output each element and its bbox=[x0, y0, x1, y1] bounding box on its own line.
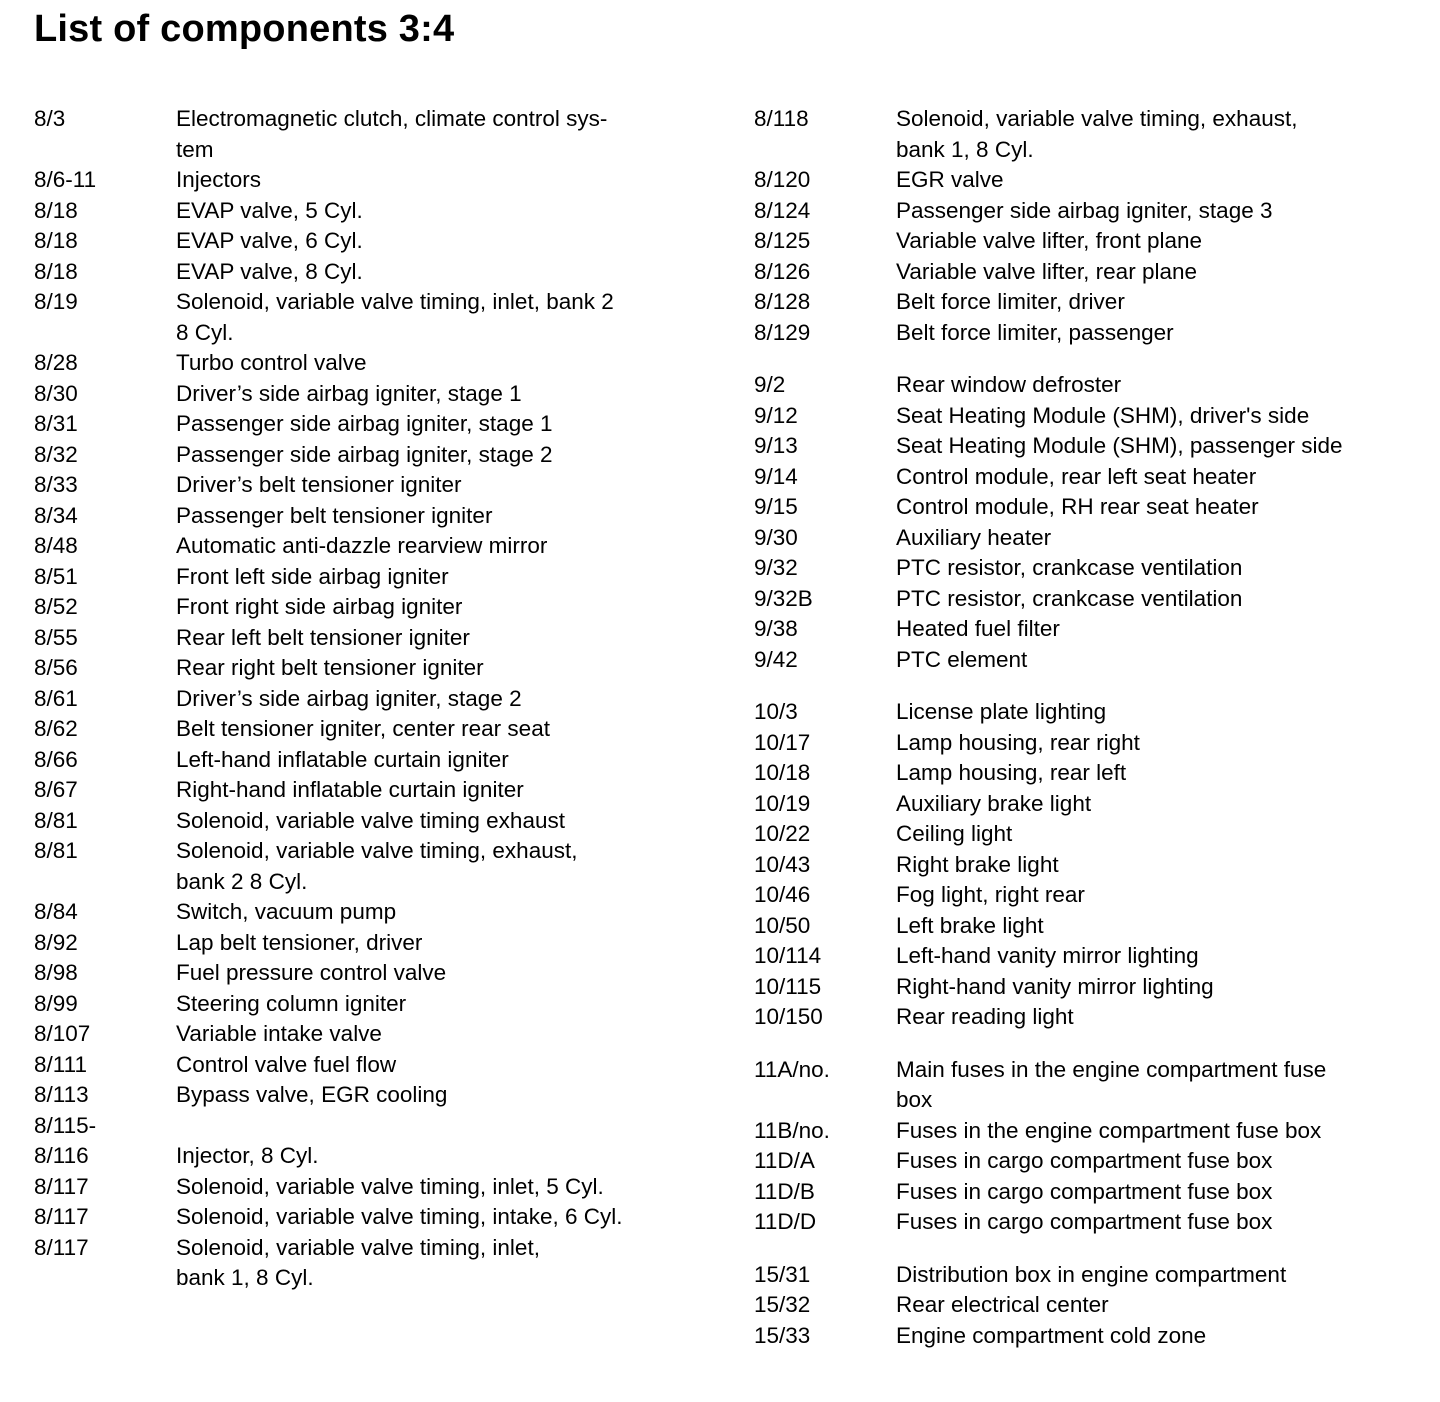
description-line: EVAP valve, 5 Cyl. bbox=[176, 197, 363, 223]
component-code: 8/30 bbox=[34, 380, 78, 406]
component-description bbox=[176, 287, 694, 348]
component-code: 8/33 bbox=[34, 472, 78, 497]
description-line: EVAP valve, 8 Cyl. bbox=[176, 258, 363, 284]
component-row bbox=[754, 1290, 1424, 1321]
description-line: Rear reading light bbox=[896, 1004, 1074, 1029]
component-description bbox=[176, 653, 694, 684]
component-code: 8/48 bbox=[34, 533, 78, 558]
component-code: 10/115 bbox=[754, 973, 822, 999]
description-line: Auxiliary brake light bbox=[896, 790, 1092, 816]
component-row bbox=[34, 745, 694, 776]
component-code: 8/18 bbox=[34, 258, 78, 284]
component-row bbox=[34, 775, 694, 806]
component-description bbox=[176, 1141, 694, 1172]
description-line: Driver’s side airbag igniter, stage 1 bbox=[176, 380, 522, 406]
component-description bbox=[176, 165, 694, 196]
component-code: 8/116 bbox=[34, 1143, 89, 1168]
component-description bbox=[896, 196, 1424, 227]
component-row bbox=[34, 165, 694, 196]
component-row bbox=[754, 226, 1424, 257]
component-description bbox=[176, 775, 694, 806]
component-code: 8/81 bbox=[34, 807, 78, 833]
description-line: Solenoid, variable valve timing, inlet, bank 2 bbox=[176, 289, 614, 314]
component-row bbox=[34, 989, 694, 1020]
description-line: Distribution box in engine compartment bbox=[896, 1261, 1287, 1287]
description-line: Rear left belt tensioner igniter bbox=[176, 624, 470, 650]
component-description bbox=[896, 941, 1424, 972]
component-description bbox=[896, 1055, 1424, 1116]
component-row bbox=[34, 714, 694, 745]
component-description bbox=[896, 645, 1424, 676]
component-code: 8/66 bbox=[34, 746, 78, 772]
component-code: 15/31 bbox=[754, 1261, 811, 1287]
component-description bbox=[896, 1002, 1424, 1033]
component-row bbox=[754, 614, 1424, 645]
component-description bbox=[896, 165, 1424, 196]
component-description bbox=[176, 958, 694, 989]
component-code: 9/32B bbox=[754, 585, 813, 611]
component-row bbox=[34, 1141, 694, 1172]
component-description bbox=[896, 789, 1424, 820]
component-row bbox=[34, 1080, 694, 1111]
component-code: 15/33 bbox=[754, 1322, 811, 1348]
component-description bbox=[896, 880, 1424, 911]
component-description bbox=[176, 257, 694, 288]
component-row bbox=[754, 728, 1424, 759]
component-row bbox=[754, 697, 1424, 728]
description-line: Lamp housing, rear left bbox=[896, 760, 1127, 785]
component-description bbox=[896, 614, 1424, 645]
component-row bbox=[34, 836, 694, 897]
component-code: 10/3 bbox=[754, 699, 798, 724]
component-description bbox=[176, 714, 694, 745]
description-line: Front left side airbag igniter bbox=[176, 563, 449, 589]
description-line: Belt force limiter, driver bbox=[896, 289, 1125, 314]
component-description bbox=[896, 1260, 1424, 1291]
component-description bbox=[176, 1111, 694, 1142]
component-code: 11D/D bbox=[754, 1209, 817, 1234]
description-line: Control module, RH rear seat heater bbox=[896, 494, 1259, 519]
component-code: 8/84 bbox=[34, 899, 78, 924]
component-code: 8/128 bbox=[754, 289, 811, 314]
description-line: PTC resistor, crankcase ventilation bbox=[896, 555, 1243, 580]
description-line: PTC resistor, crankcase ventilation bbox=[896, 585, 1243, 611]
description-line: Belt tensioner igniter, center rear seat bbox=[176, 716, 550, 741]
component-code: 11A/no. bbox=[754, 1056, 830, 1082]
description-line: Solenoid, variable valve timing, exhaust, bbox=[176, 838, 578, 863]
component-description bbox=[176, 562, 694, 593]
component-row bbox=[754, 318, 1424, 349]
component-row bbox=[754, 1055, 1424, 1116]
component-code: 8/117 bbox=[34, 1173, 89, 1199]
component-description bbox=[176, 348, 694, 379]
component-description bbox=[896, 318, 1424, 349]
component-row bbox=[34, 623, 694, 654]
component-list-left bbox=[34, 104, 694, 1294]
component-row bbox=[754, 1260, 1424, 1291]
component-code: 8/120 bbox=[754, 167, 811, 192]
component-row bbox=[754, 645, 1424, 676]
component-row bbox=[754, 553, 1424, 584]
description-line: Injectors bbox=[176, 167, 262, 192]
description-line: Ceiling light bbox=[896, 821, 1013, 846]
component-row bbox=[34, 684, 694, 715]
description-line: Electromagnetic clutch, climate control sys- bbox=[176, 106, 608, 131]
component-description bbox=[176, 501, 694, 532]
component-row bbox=[754, 370, 1424, 401]
component-row bbox=[754, 1321, 1424, 1352]
component-code: 11D/B bbox=[754, 1178, 815, 1204]
component-row bbox=[754, 1002, 1424, 1033]
component-description bbox=[176, 1233, 694, 1294]
component-row bbox=[754, 1207, 1424, 1238]
component-description bbox=[896, 584, 1424, 615]
description-line: 8 Cyl. bbox=[176, 319, 234, 345]
component-row bbox=[34, 257, 694, 288]
page-title: List of components 3:4 bbox=[34, 8, 455, 50]
component-code: 8/98 bbox=[34, 960, 78, 985]
component-row bbox=[34, 806, 694, 837]
component-description bbox=[176, 470, 694, 501]
component-code: 8/18 bbox=[34, 228, 78, 253]
component-row bbox=[754, 401, 1424, 432]
component-row bbox=[34, 1172, 694, 1203]
description-line: Main fuses in the engine compartment fuse bbox=[896, 1056, 1327, 1082]
component-code: 8/125 bbox=[754, 228, 811, 253]
component-code: 8/32 bbox=[34, 441, 78, 467]
component-row bbox=[754, 492, 1424, 523]
component-row bbox=[34, 196, 694, 227]
description-line: Right-hand inflatable curtain igniter bbox=[176, 777, 524, 802]
component-code: 8/111 bbox=[34, 1051, 87, 1077]
component-description bbox=[176, 409, 694, 440]
component-description bbox=[896, 226, 1424, 257]
component-description bbox=[896, 257, 1424, 288]
component-code: 8/99 bbox=[34, 990, 78, 1016]
description-line: Right brake light bbox=[896, 851, 1059, 877]
description-line: Lamp housing, rear right bbox=[896, 729, 1140, 755]
component-code: 10/19 bbox=[754, 790, 811, 816]
component-row bbox=[34, 897, 694, 928]
component-row bbox=[754, 196, 1424, 227]
description-line: Rear right belt tensioner igniter bbox=[176, 655, 484, 680]
component-code: 8/31 bbox=[34, 411, 78, 436]
description-line: EGR valve bbox=[896, 167, 1004, 192]
description-line: Auxiliary heater bbox=[896, 524, 1052, 550]
component-code: 8/51 bbox=[34, 563, 78, 589]
component-row bbox=[34, 928, 694, 959]
component-code: 9/15 bbox=[754, 494, 798, 519]
component-description bbox=[896, 850, 1424, 881]
description-line: Switch, vacuum pump bbox=[176, 899, 397, 924]
component-row bbox=[754, 287, 1424, 318]
component-code: 8/62 bbox=[34, 716, 78, 741]
component-description bbox=[176, 806, 694, 837]
description-line: Variable valve lifter, front plane bbox=[896, 228, 1203, 253]
component-description bbox=[176, 1050, 694, 1081]
component-description bbox=[176, 226, 694, 257]
description-line: Driver’s side airbag igniter, stage 2 bbox=[176, 685, 522, 711]
component-code: 8/34 bbox=[34, 502, 78, 528]
component-row bbox=[754, 1146, 1424, 1177]
component-code: 9/32 bbox=[754, 555, 798, 580]
component-description bbox=[896, 697, 1424, 728]
component-code: 15/32 bbox=[754, 1292, 811, 1317]
component-code: 9/30 bbox=[754, 524, 798, 550]
description-line: Bypass valve, EGR cooling bbox=[176, 1082, 448, 1107]
description-line: Automatic anti-dazzle rearview mirror bbox=[176, 533, 548, 558]
component-code: 9/14 bbox=[754, 463, 798, 489]
component-description bbox=[176, 745, 694, 776]
component-row bbox=[754, 523, 1424, 554]
description-line: Engine compartment cold zone bbox=[896, 1322, 1207, 1348]
component-description bbox=[896, 1321, 1424, 1352]
component-row bbox=[34, 531, 694, 562]
description-line: Fuses in the engine compartment fuse box bbox=[896, 1117, 1322, 1143]
component-code: 10/22 bbox=[754, 821, 811, 846]
component-description bbox=[176, 1019, 694, 1050]
description-line: Seat Heating Module (SHM), passenger side bbox=[896, 433, 1343, 458]
component-row bbox=[754, 462, 1424, 493]
component-row bbox=[34, 1111, 694, 1142]
component-row bbox=[754, 1177, 1424, 1208]
description-line: Fog light, right rear bbox=[896, 882, 1085, 907]
description-line: Variable intake valve bbox=[176, 1021, 382, 1046]
description-line: PTC element bbox=[896, 646, 1028, 672]
component-code: 11D/A bbox=[754, 1148, 815, 1173]
description-line: Solenoid, variable valve timing, exhaust, bbox=[896, 106, 1298, 131]
description-line: Driver’s belt tensioner igniter bbox=[176, 472, 462, 497]
component-description bbox=[896, 1207, 1424, 1238]
component-code: 9/12 bbox=[754, 402, 798, 428]
component-row bbox=[34, 501, 694, 532]
component-description bbox=[176, 1080, 694, 1111]
description-line: Heated fuel filter bbox=[896, 616, 1060, 641]
component-code: 8/6-11 bbox=[34, 167, 97, 192]
component-row bbox=[34, 562, 694, 593]
component-row bbox=[754, 972, 1424, 1003]
component-row bbox=[34, 104, 694, 165]
component-code: 9/42 bbox=[754, 646, 798, 672]
description-line: Seat Heating Module (SHM), driver's side bbox=[896, 402, 1310, 428]
component-row bbox=[754, 880, 1424, 911]
component-row bbox=[34, 653, 694, 684]
component-code: 8/129 bbox=[754, 319, 811, 345]
component-code: 8/118 bbox=[754, 106, 809, 131]
component-description bbox=[176, 440, 694, 471]
description-line: bank 2 8 Cyl. bbox=[176, 868, 308, 894]
component-code: 8/81 bbox=[34, 838, 78, 863]
component-row bbox=[754, 257, 1424, 288]
component-description bbox=[176, 379, 694, 410]
component-code: 8/52 bbox=[34, 594, 78, 619]
component-description bbox=[896, 1116, 1424, 1147]
component-description bbox=[176, 928, 694, 959]
component-code: 10/18 bbox=[754, 760, 811, 785]
component-row bbox=[754, 104, 1424, 165]
component-code: 8/3 bbox=[34, 106, 66, 131]
component-code: 10/150 bbox=[754, 1004, 823, 1029]
description-line: Turbo control valve bbox=[176, 350, 367, 375]
description-line: Left-hand vanity mirror lighting bbox=[896, 943, 1199, 968]
component-code: 8/107 bbox=[34, 1021, 91, 1046]
description-line: Fuses in cargo compartment fuse box bbox=[896, 1209, 1273, 1234]
description-line: Passenger side airbag igniter, stage 3 bbox=[896, 197, 1273, 223]
component-description bbox=[896, 401, 1424, 432]
component-description bbox=[176, 1172, 694, 1203]
description-line: Injector, 8 Cyl. bbox=[176, 1143, 319, 1168]
component-row bbox=[754, 911, 1424, 942]
component-code: 9/13 bbox=[754, 433, 798, 458]
component-code: 8/115- bbox=[34, 1112, 97, 1138]
description-line: Solenoid, variable valve timing, inlet, 5 Cyl. bbox=[176, 1173, 604, 1199]
component-description bbox=[896, 370, 1424, 401]
component-row bbox=[754, 165, 1424, 196]
description-line: bank 1, 8 Cyl. bbox=[176, 1265, 314, 1290]
component-description bbox=[896, 819, 1424, 850]
description-line: Control valve fuel flow bbox=[176, 1051, 397, 1077]
component-description bbox=[176, 196, 694, 227]
description-line: bank 1, 8 Cyl. bbox=[896, 136, 1034, 162]
description-line: Solenoid, variable valve timing exhaust bbox=[176, 807, 565, 833]
component-description bbox=[896, 104, 1424, 165]
component-row bbox=[754, 941, 1424, 972]
component-row bbox=[34, 1050, 694, 1081]
description-line: EVAP valve, 6 Cyl. bbox=[176, 228, 363, 253]
component-description bbox=[176, 1202, 694, 1233]
description-line: Left-hand inflatable curtain igniter bbox=[176, 746, 509, 772]
component-code: 8/113 bbox=[34, 1082, 89, 1107]
component-code: 9/38 bbox=[754, 616, 798, 641]
component-code: 9/2 bbox=[754, 372, 786, 397]
description-line: Fuses in cargo compartment fuse box bbox=[896, 1148, 1273, 1173]
component-description bbox=[896, 1290, 1424, 1321]
component-description bbox=[176, 531, 694, 562]
component-code: 8/124 bbox=[754, 197, 811, 223]
component-description bbox=[896, 287, 1424, 318]
component-code: 8/55 bbox=[34, 624, 78, 650]
component-row bbox=[34, 958, 694, 989]
component-code: 11B/no. bbox=[754, 1117, 830, 1143]
description-line: Belt force limiter, passenger bbox=[896, 319, 1174, 345]
component-description bbox=[176, 104, 694, 165]
component-code: 10/43 bbox=[754, 851, 811, 877]
description-line: Passenger side airbag igniter, stage 1 bbox=[176, 411, 553, 436]
component-row bbox=[34, 287, 694, 348]
component-code: 8/61 bbox=[34, 685, 78, 711]
component-row bbox=[754, 819, 1424, 850]
component-description bbox=[896, 492, 1424, 523]
component-row bbox=[34, 1019, 694, 1050]
description-line: Lap belt tensioner, driver bbox=[176, 929, 423, 955]
description-line: Passenger belt tensioner igniter bbox=[176, 502, 493, 528]
component-row bbox=[34, 1233, 694, 1294]
component-list-right bbox=[754, 104, 1424, 1351]
component-code: 10/46 bbox=[754, 882, 811, 907]
component-description bbox=[176, 989, 694, 1020]
component-description bbox=[896, 462, 1424, 493]
component-code: 10/17 bbox=[754, 729, 811, 755]
component-code: 8/18 bbox=[34, 197, 78, 223]
component-code: 8/117 bbox=[34, 1204, 89, 1229]
component-row bbox=[34, 348, 694, 379]
description-line: Fuses in cargo compartment fuse box bbox=[896, 1178, 1273, 1204]
component-code: 8/28 bbox=[34, 350, 78, 375]
component-description bbox=[176, 592, 694, 623]
component-row bbox=[754, 1116, 1424, 1147]
description-line: Left brake light bbox=[896, 912, 1044, 938]
component-code: 8/19 bbox=[34, 289, 78, 314]
component-description bbox=[896, 758, 1424, 789]
description-line: Variable valve lifter, rear plane bbox=[896, 258, 1197, 284]
component-row bbox=[754, 789, 1424, 820]
component-description bbox=[176, 623, 694, 654]
component-description bbox=[176, 836, 694, 897]
component-code: 10/50 bbox=[754, 912, 811, 938]
component-description bbox=[896, 1146, 1424, 1177]
component-description bbox=[896, 431, 1424, 462]
component-code: 8/126 bbox=[754, 258, 811, 284]
description-line: Fuel pressure control valve bbox=[176, 960, 447, 985]
description-line: Rear window defroster bbox=[896, 372, 1122, 397]
component-row bbox=[34, 470, 694, 501]
component-row bbox=[754, 431, 1424, 462]
component-description bbox=[176, 684, 694, 715]
component-description bbox=[896, 553, 1424, 584]
component-row bbox=[754, 584, 1424, 615]
component-code: 8/56 bbox=[34, 655, 78, 680]
component-row bbox=[34, 440, 694, 471]
component-description bbox=[896, 728, 1424, 759]
description-line: Solenoid, variable valve timing, intake, 6 Cyl. bbox=[176, 1204, 623, 1229]
component-row bbox=[34, 226, 694, 257]
description-line bbox=[176, 1111, 694, 1142]
component-description bbox=[176, 897, 694, 928]
description-line: Control module, rear left seat heater bbox=[896, 463, 1257, 489]
description-line: Rear electrical center bbox=[896, 1292, 1109, 1317]
description-line: Solenoid, variable valve timing, inlet, bbox=[176, 1234, 540, 1260]
description-line: Front right side airbag igniter bbox=[176, 594, 463, 619]
component-description bbox=[896, 1177, 1424, 1208]
component-description bbox=[896, 523, 1424, 554]
component-code: 10/114 bbox=[754, 943, 822, 968]
description-line: Steering column igniter bbox=[176, 990, 407, 1016]
description-line: Right-hand vanity mirror lighting bbox=[896, 973, 1214, 999]
component-code: 8/67 bbox=[34, 777, 78, 802]
description-line: Passenger side airbag igniter, stage 2 bbox=[176, 441, 553, 467]
component-code: 8/117 bbox=[34, 1234, 89, 1260]
component-row bbox=[34, 409, 694, 440]
component-row bbox=[34, 592, 694, 623]
component-description bbox=[896, 911, 1424, 942]
description-line: License plate lighting bbox=[896, 699, 1107, 724]
component-row bbox=[754, 850, 1424, 881]
component-code: 8/92 bbox=[34, 929, 78, 955]
component-description bbox=[896, 972, 1424, 1003]
description-line: tem bbox=[176, 136, 214, 162]
component-row bbox=[34, 1202, 694, 1233]
description-line: box bbox=[896, 1087, 933, 1112]
component-row bbox=[754, 758, 1424, 789]
component-row bbox=[34, 379, 694, 410]
